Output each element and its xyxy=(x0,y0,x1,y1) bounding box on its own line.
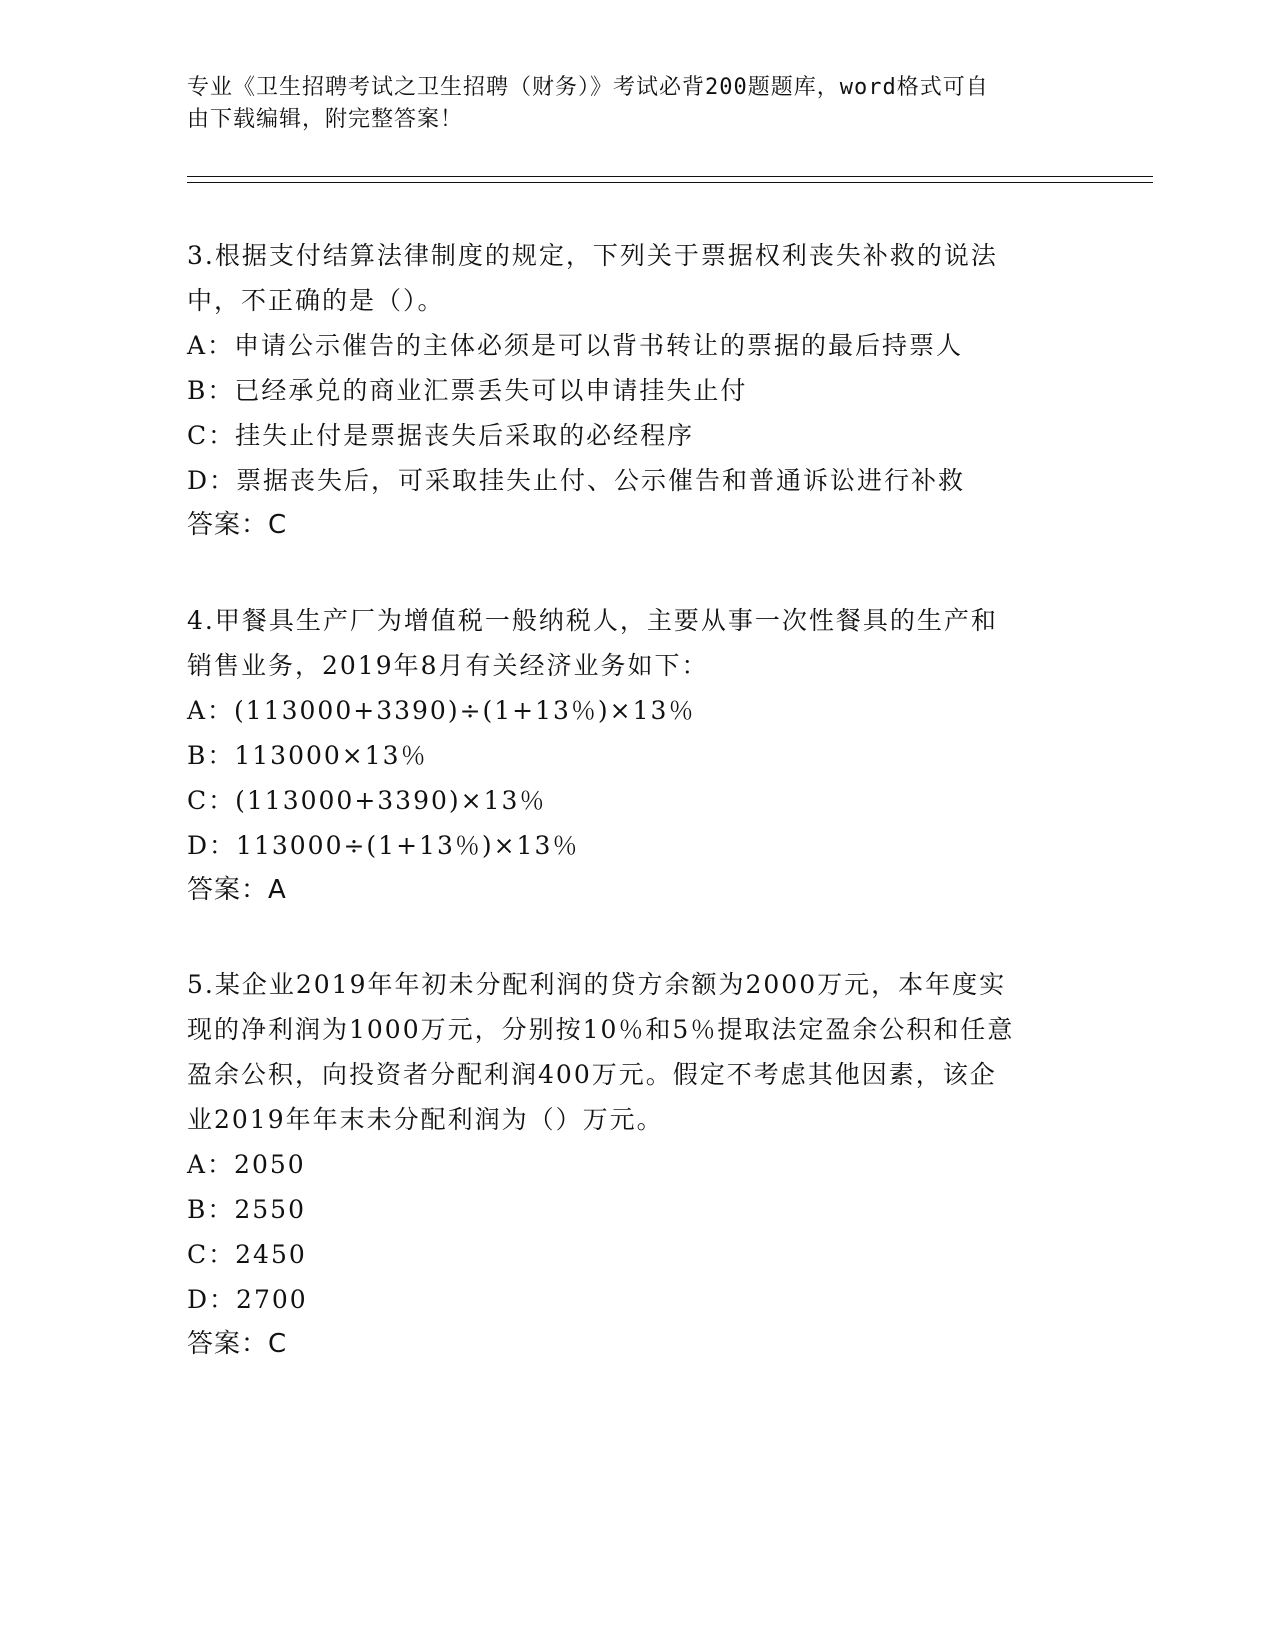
question-stem-line: 销售业务，2019年8月有关经济业务如下： xyxy=(187,651,709,680)
option-c: C：(113000+3390)×13％ xyxy=(187,786,547,815)
question-5 xyxy=(187,962,1077,1367)
option-c: C：2450 xyxy=(187,1240,307,1269)
header-line-1: 专业《卫生招聘考试之卫生招聘（财务）》考试必背200题题库，word格式可自 xyxy=(187,75,989,100)
header-divider-bottom xyxy=(187,182,1153,183)
question-3 xyxy=(187,233,1077,548)
header-divider-top xyxy=(187,176,1153,177)
option-b: B：已经承兑的商业汇票丢失可以申请挂失止付 xyxy=(187,376,748,405)
option-d: D：113000÷(1+13％)×13％ xyxy=(187,831,580,860)
answer-line: 答案：C xyxy=(187,510,288,540)
question-stem-line: 4.甲餐具生产厂为增值税一般纳税人，主要从事一次性餐具的生产和 xyxy=(187,606,998,635)
option-b: B：113000×13％ xyxy=(187,741,428,770)
option-c: C：挂失止付是票据丧失后采取的必经程序 xyxy=(187,421,695,450)
answer-line: 答案：A xyxy=(187,875,287,905)
answer-line: 答案：C xyxy=(187,1329,288,1359)
question-stem-line: 现的净利润为1000万元，分别按10％和5％提取法定盈余公积和任意 xyxy=(187,1015,1015,1044)
question-stem-line: 盈余公积，向投资者分配利润400万元。假定不考虑其他因素，该企 xyxy=(187,1060,997,1089)
option-b: B：2550 xyxy=(187,1195,306,1224)
header-line-2: 由下载编辑，附完整答案！ xyxy=(187,107,464,132)
question-stem-line: 5.某企业2019年年初未分配利润的贷方余额为2000万元，本年度实 xyxy=(187,970,1007,999)
question-4 xyxy=(187,598,1077,913)
question-stem-line: 中，不正确的是（）。 xyxy=(187,286,445,315)
question-stem-line: 3.根据支付结算法律制度的规定，下列关于票据权利丧失补救的说法 xyxy=(187,241,998,270)
option-a: A：申请公示催告的主体必须是可以背书转让的票据的最后持票人 xyxy=(187,331,964,360)
option-a: A：2050 xyxy=(187,1150,306,1179)
document-header xyxy=(187,72,1067,136)
question-stem-line: 业2019年年末未分配利润为（）万元。 xyxy=(187,1105,664,1134)
option-d: D：票据丧失后，可采取挂失止付、公示催告和普通诉讼进行补救 xyxy=(187,466,966,495)
option-a: A：(113000+3390)÷(1+13％)×13％ xyxy=(187,696,696,725)
option-d: D：2700 xyxy=(187,1285,308,1314)
